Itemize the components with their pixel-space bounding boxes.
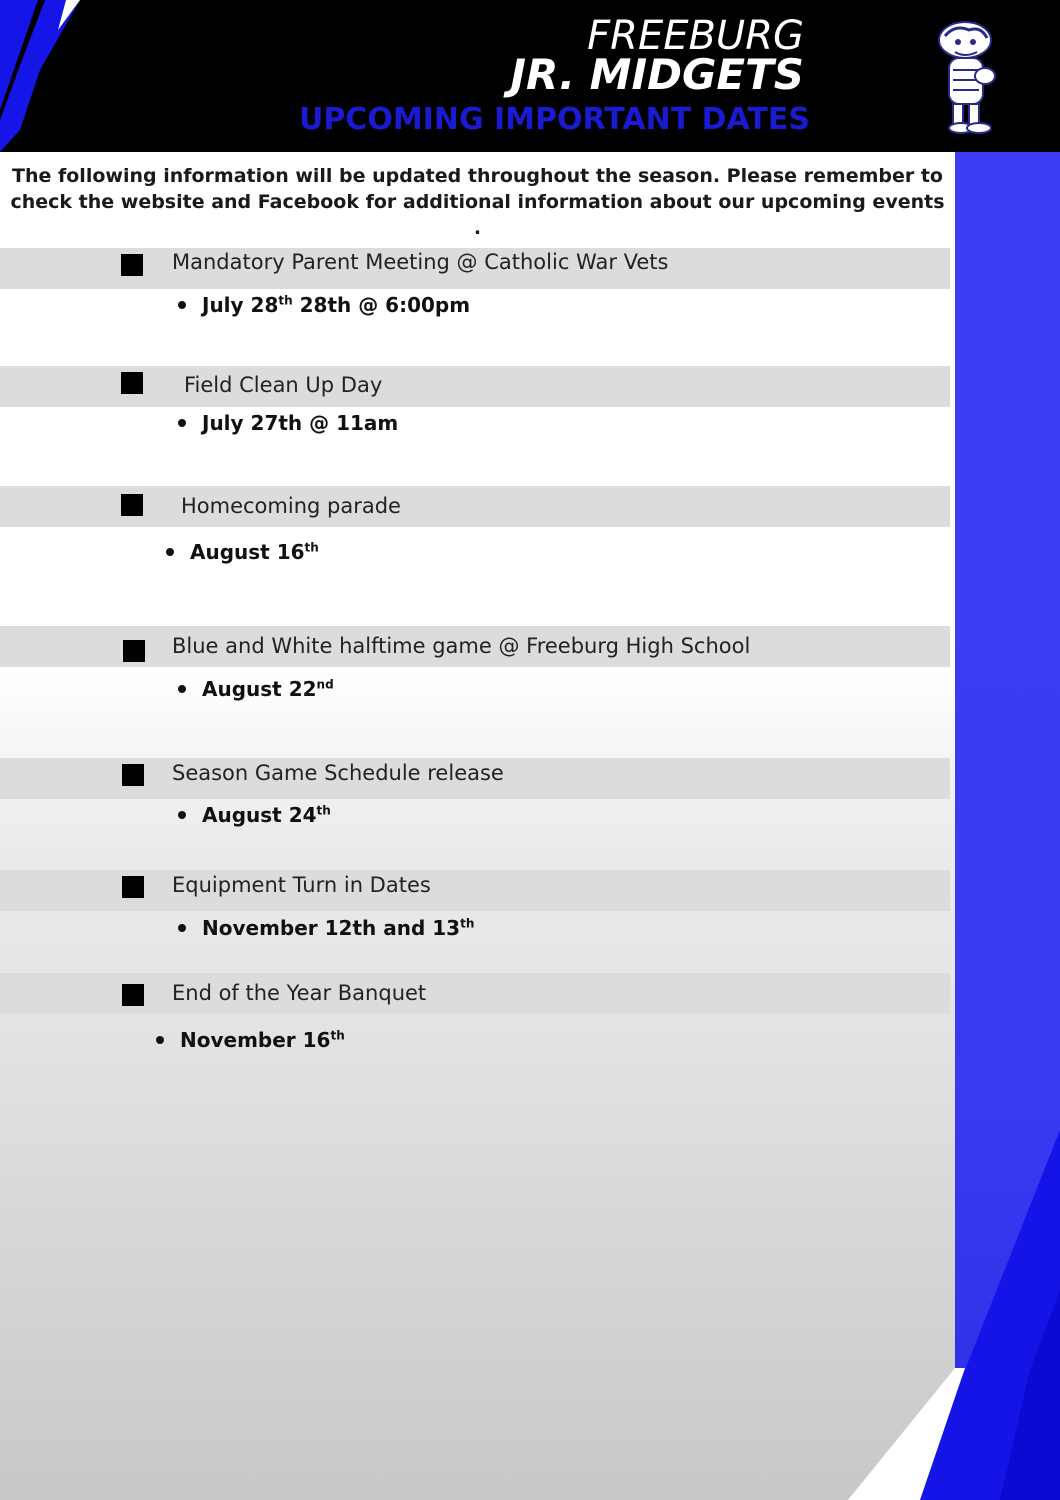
square-bullet-icon bbox=[121, 494, 143, 516]
bullet-dot-icon bbox=[178, 301, 186, 309]
event-date: July 28th 28th @ 6:00pm bbox=[178, 292, 470, 318]
square-bullet-icon bbox=[121, 254, 143, 276]
event-title: End of the Year Banquet bbox=[172, 981, 427, 1005]
mascot-logo bbox=[925, 18, 1005, 136]
bullet-dot-icon bbox=[178, 419, 186, 427]
event-date: July 27th @ 11am bbox=[178, 410, 398, 436]
event-date: November 16th bbox=[156, 1027, 345, 1053]
intro-text: The following information will be updated throughout the season. Please remember to check the website and Facebook for additional information about our upcoming events . bbox=[10, 165, 945, 239]
bullet-dot-icon bbox=[178, 811, 186, 819]
event-date: August 22nd bbox=[178, 676, 334, 702]
bullet-dot-icon bbox=[156, 1036, 164, 1044]
bullet-dot-icon bbox=[178, 685, 186, 693]
bullet-dot-icon bbox=[178, 924, 186, 932]
event-title: Equipment Turn in Dates bbox=[172, 873, 431, 897]
subtitle-upcoming-dates: UPCOMING IMPORTANT DATES bbox=[298, 102, 810, 137]
square-bullet-icon bbox=[121, 372, 143, 394]
square-bullet-icon bbox=[122, 984, 144, 1006]
square-bullet-icon bbox=[122, 876, 144, 898]
title-freeburg: FREEBURG bbox=[587, 13, 804, 59]
event-title: Field Clean Up Day bbox=[184, 373, 383, 397]
event-date: August 24th bbox=[178, 802, 331, 828]
square-bullet-icon bbox=[123, 640, 145, 662]
header-corner-stripes bbox=[0, 0, 90, 152]
event-date: August 16th bbox=[166, 539, 319, 565]
event-title: Mandatory Parent Meeting @ Catholic War Vets bbox=[172, 250, 669, 274]
event-title: Blue and White halftime game @ Freeburg High School bbox=[172, 634, 751, 658]
event-title: Season Game Schedule release bbox=[172, 761, 504, 785]
title-jr-midgets: JR. MIDGETS bbox=[510, 50, 804, 99]
event-title: Homecoming parade bbox=[181, 494, 401, 518]
bullet-dot-icon bbox=[166, 548, 174, 556]
event-date: November 12th and 13th bbox=[178, 915, 474, 941]
square-bullet-icon bbox=[122, 764, 144, 786]
header-banner bbox=[0, 0, 1060, 152]
